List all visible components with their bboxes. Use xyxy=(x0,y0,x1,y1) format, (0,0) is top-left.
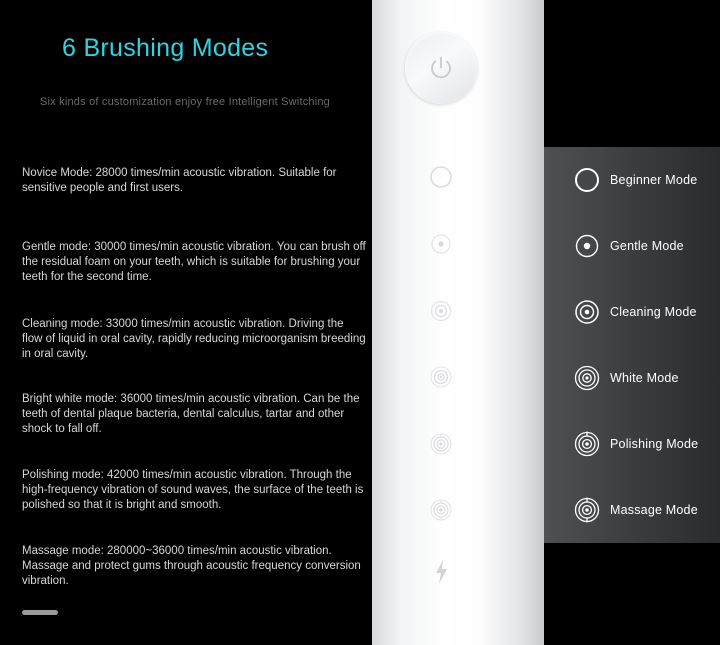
mode-indicator-2-icon xyxy=(419,222,463,266)
gentle-mode-icon xyxy=(564,229,610,263)
white-mode-icon xyxy=(564,361,610,395)
beginner-mode-icon xyxy=(564,163,610,197)
mode-row-polishing[interactable] xyxy=(544,411,720,477)
mode-row-cleaning[interactable] xyxy=(544,279,720,345)
mode-description: Massage mode: 280000~36000 times/min acoustic vibration. Massage and protect gums through acoustic frequency conversion vibration. xyxy=(22,545,361,587)
mode-list xyxy=(544,0,720,645)
power-button[interactable] xyxy=(405,32,477,104)
mode-row-massage[interactable] xyxy=(544,477,720,543)
mode-indicator-1-icon xyxy=(419,155,463,199)
mode-description: Cleaning mode: 33000 times/min acoustic vibration. Driving the flow of liquid in oral cavity, rapidly reducing microorganism breeding in oral cavity. xyxy=(22,318,366,360)
home-indicator-bar xyxy=(22,610,58,615)
mode-indicator-3-icon xyxy=(419,289,463,333)
mode-description: Gentle mode: 30000 times/min acoustic vibration. You can brush off the residual foam on your teeth, which is suitable for brushing your teeth for the second time. xyxy=(22,241,366,283)
mode-description: Polishing mode: 42000 times/min acoustic vibration. Through the high-frequency vibration of sound waves, the surface of the teeth is polished so that it is bright and smooth. xyxy=(22,469,364,511)
mode-row-white[interactable] xyxy=(544,345,720,411)
page-title: 6 Brushing Modes xyxy=(62,34,269,62)
mode-label: White Mode xyxy=(610,371,679,385)
mode-row-gentle[interactable] xyxy=(544,213,720,279)
battery-bolt-icon xyxy=(419,550,463,594)
polishing-mode-icon xyxy=(564,427,610,461)
mode-label: Beginner Mode xyxy=(610,173,698,187)
cleaning-mode-icon xyxy=(564,295,610,329)
mode-label: Polishing Mode xyxy=(610,437,699,451)
mode-indicator-5-icon xyxy=(419,422,463,466)
power-icon xyxy=(428,55,454,81)
mode-label: Cleaning Mode xyxy=(610,305,697,319)
mode-description: Novice Mode: 28000 times/min acoustic vibration. Suitable for sensitive people and first users. xyxy=(22,167,337,194)
mode-description: Bright white mode: 36000 times/min acoustic vibration. Can be the teeth of dental plaque bacteria, dental calculus, tartar and other shock to fall off. xyxy=(22,393,360,435)
mode-label: Gentle Mode xyxy=(610,239,684,253)
mode-label: Massage Mode xyxy=(610,503,698,517)
toothbrush-handle-image xyxy=(372,0,544,645)
mode-row-beginner[interactable] xyxy=(544,147,720,213)
massage-mode-icon xyxy=(564,493,610,527)
mode-indicator-6-icon xyxy=(419,488,463,532)
page-subtitle: Six kinds of customization enjoy free Intelligent Switching xyxy=(40,96,330,108)
mode-indicator-4-icon xyxy=(419,355,463,399)
